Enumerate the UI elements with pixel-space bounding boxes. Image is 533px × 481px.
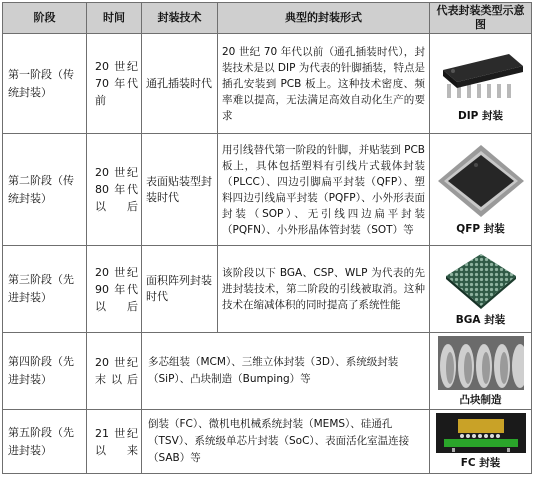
stage-cell: 第五阶段（先进封装） [3,410,87,474]
image-caption: 凸块制造 [459,393,502,406]
tech-cell: 通孔插装时代 [142,34,218,134]
image-caption: QFP 封装 [456,223,505,235]
tech-cell: 面积阵列封装时代 [142,246,218,333]
table-row [3,246,532,333]
table-header-row [3,3,532,34]
header-tech: 封装技术 [142,3,218,34]
stage-cell: 第三阶段（先进封装） [3,246,87,333]
stage-cell: 第二阶段（传统封装） [3,134,87,246]
qfp-chip-icon [436,143,526,219]
footer-note-fragment [2,469,531,481]
fc-package-icon [436,413,526,453]
bga-chip-icon [444,252,518,310]
table-row [3,34,532,134]
image-cell [430,333,532,410]
image-caption: BGA 封装 [455,313,506,326]
form-cell: 用引线替代第一阶段的针脚，并贴装到 PCB 板上，具体包括塑料有引线片式载体封装（PLCC）、四边引脚扁平封装（QFP）、塑料四边引线扁平封装（PQFP）、小外形表面封装（SOP）、无引线四边扁平封装（PQFN）、小外形晶体管封装（SOT）等 [218,134,430,246]
header-time: 时间 [87,3,142,34]
header-form: 典型的封装形式 [218,3,430,34]
stage-cell: 第四阶段（先进封装） [3,333,87,410]
form-cell: 20 世纪 70 年代以前（通孔插装时代），封装技术是以 DIP 为代表的针脚插装，特点是插孔安装到 PCB 板上。这种技术密度、频率难以提高，无法满足高效自动化生产的要求 [218,34,430,134]
table-row [3,134,532,246]
time-cell: 20 世纪 80 年代以后 [87,134,142,246]
image-caption: DIP 封装 [458,110,503,122]
table-row [3,410,532,474]
time-cell: 20 世纪 70 年代前 [87,34,142,134]
table-row [3,333,532,410]
dip-chip-icon [435,44,527,106]
header-representative: 代表封装类型示意图 [430,3,532,34]
tech-cell: 表面贴装型封装时代 [142,134,218,246]
form-cell: 多芯组装（MCM）、三维立体封装（3D）、系统级封装（SiP）、凸块制造（Bumping）等 [142,333,430,410]
packaging-stages-table [2,2,532,474]
header-stage: 阶段 [3,3,87,34]
form-cell: 倒装（FC）、微机电机械系统封装（MEMS）、硅通孔（TSV）、系统级单芯片封装（SoC）、表面活化室温连接（SAB）等 [142,410,430,474]
bumping-icon [438,336,524,390]
image-cell [430,134,532,246]
image-cell [430,246,532,333]
form-cell: 该阶段以下 BGA、CSP、WLP 为代表的先进封装技术，第二阶段的引线被取消。这种技术在缩减体积的同时提高了系统性能 [218,246,430,333]
time-cell: 21 世纪以来 [87,410,142,474]
time-cell: 20 世纪末以后 [87,333,142,410]
image-caption: FC 封装 [460,457,501,469]
stage-cell: 第一阶段（传统封装） [3,34,87,134]
time-cell: 20 世纪 90 年代以后 [87,246,142,333]
image-cell [430,34,532,134]
image-cell [430,410,532,474]
